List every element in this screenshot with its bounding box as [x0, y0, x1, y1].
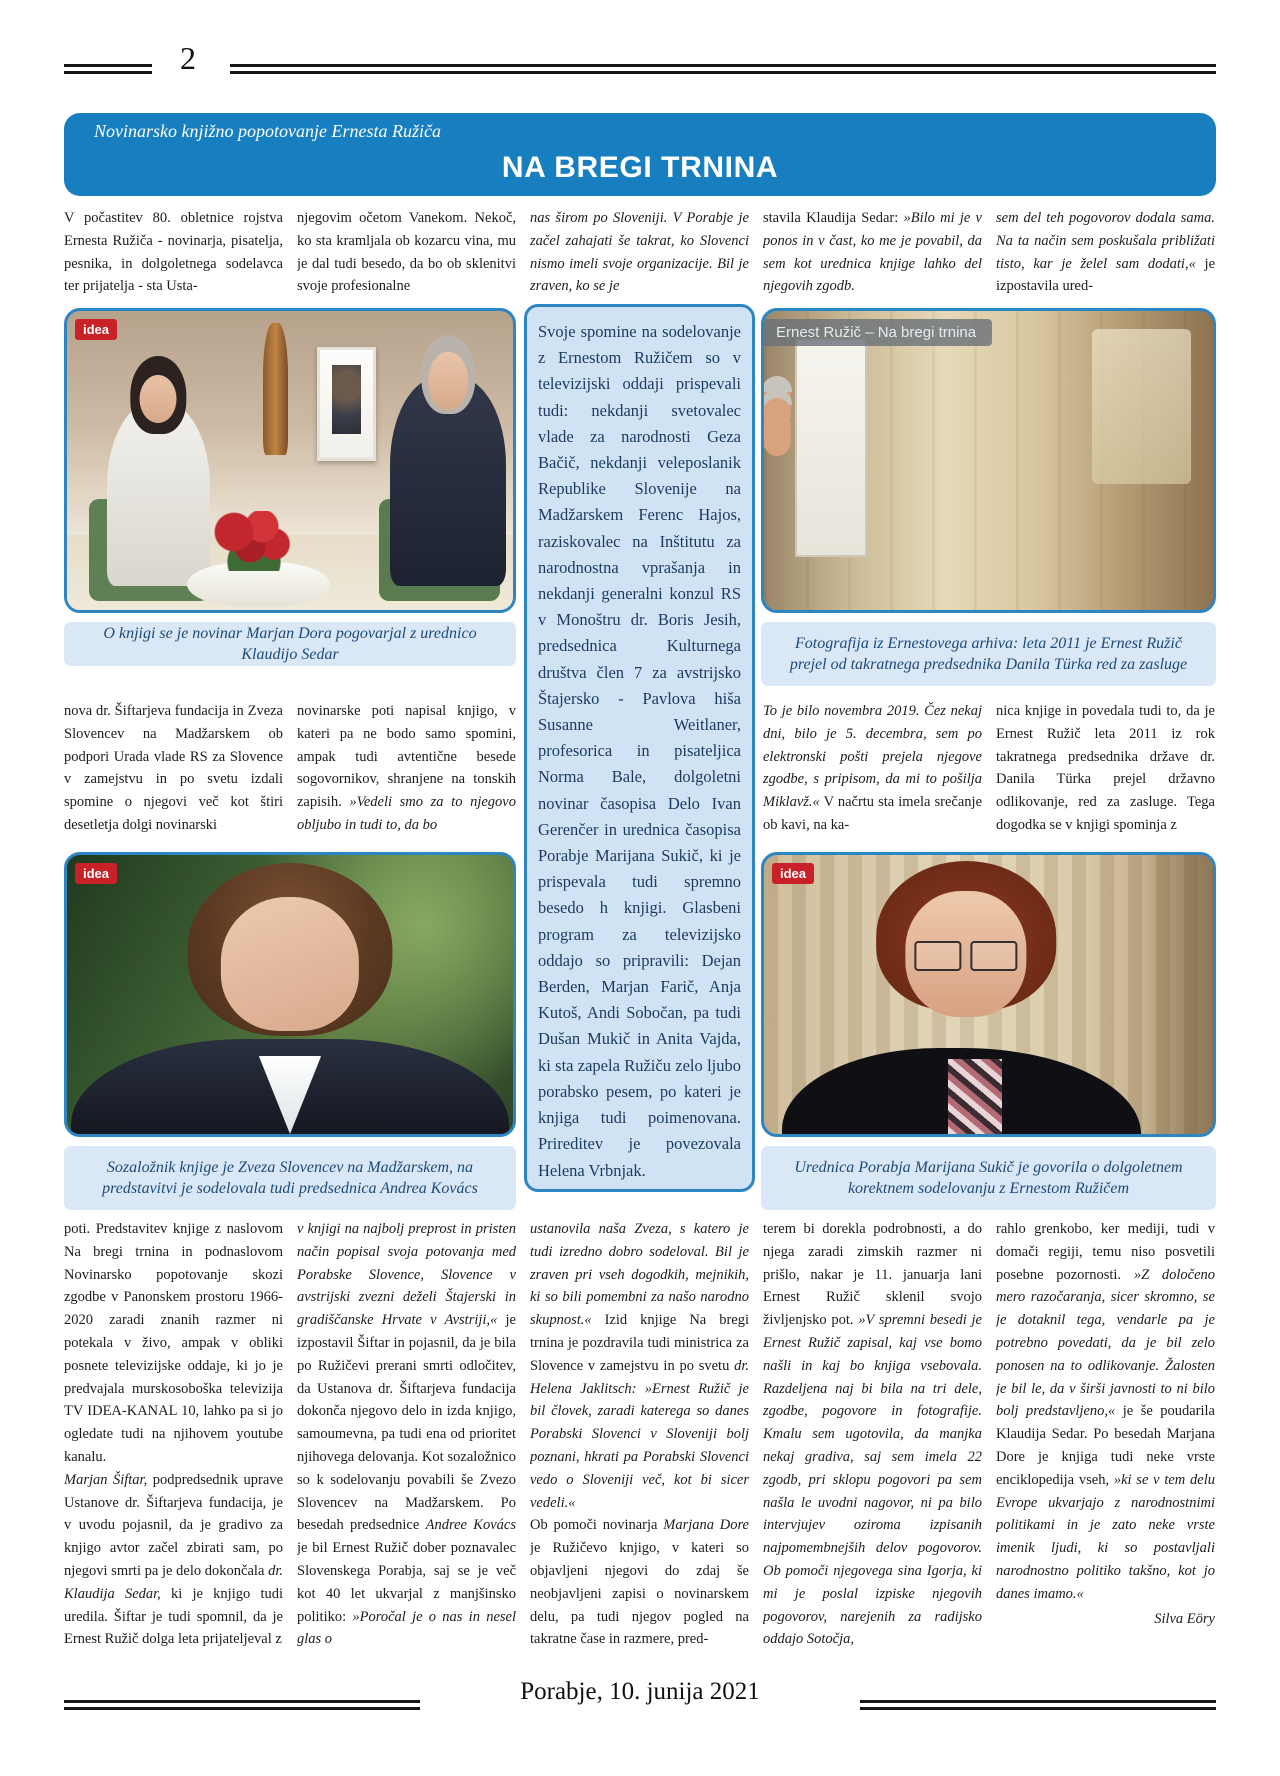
footer-rule-right: [860, 1700, 1216, 1710]
photo-caption-mid-left: Sozaložnik knjige je Zveza Slovencev na Madžarskem, na predstavitvi je sodelovala tudi predsednica Andrea Kovács: [64, 1146, 516, 1210]
idea-tv-logo: idea: [75, 319, 117, 340]
mid-col-1: nova dr. Šiftarjeva fundacija in Zveza Slovencev na Madžarskem ob podpori Urada vlade RS za Slovence v zamejstvu in po svetu izdali spomine o njegovi več kot štiri desetletja dolgi novinarski: [64, 703, 283, 833]
portrait-face: [221, 897, 359, 1031]
group-of-people: [777, 383, 1204, 610]
article-kicker: Novinarsko knjižno popotovanje Ernesta Ružiča: [94, 121, 441, 141]
interviewer-figure: [107, 401, 210, 586]
bottom-col-3: ustanovila naša Zveza, s katero je tudi izredno dobro sodeloval. Bil je zraven pri vseh dogodkih, mejnikih, ki so bili pomembni za našo narodno skupnost.« Izid knjige Na bregi trnina je pozdravila tudi ministrica za Slovence v zamejstvu in po svetu dr. Helena Jaklitsch: »Ernest Ružič je bil človek, zaradi katerega so danes Porabski Slovenci v Sloveniji bolj poznani, hkrati pa Porabski Slovenci vedo o Sloveniji več, kot bi sicer vedeli.« Ob pomoči novinarja Marjana Dore je Ružičevo knjigo, v kateri so objavljeni njegovi do zdaj še neobjavljeni zapisi o novinarskem delu, pa tudi njegov pogled na takratne čase in razmere, pred-: [530, 1221, 749, 1648]
bottom-col-1: poti. Predstavitev knjige z naslovom Na bregi trnina in podnaslovom Novinarsko popotovanje skozi zgodbe v Panonskem prostoru 1966-2020 zaradi znanih razmer ni potekala v živo, ampak v obliki posnete televizijske oddaje, ki jo je predvajala murskosoboška televizija TV IDEA-KANAL 10, lahko pa si jo ogledate tudi na njihovem youtube kanalu. Marjan Šiftar, podpredsednik uprave Ustanove dr. Šiftarjeva fundacija, je v uvodu pojasnil, da je gradivo za knjigo avtor začel zbirati sam, po njegovi smrti pa je delo dokončala dr. Klaudija Sedar, ki je knjigo tudi uredila. Šiftar je tudi spomnil, da je Ernest Ružič dolga leta prijateljeval z: [64, 1221, 283, 1648]
byline: Silva Eöry: [1154, 1610, 1215, 1627]
article-header-banner: [64, 113, 1216, 196]
idea-tv-logo: idea: [772, 863, 814, 884]
footer-date: Porabje, 10. junija 2021: [520, 1678, 760, 1705]
mid-col-4: To je bilo novembra 2019. Čez nekaj dni, bilo je 5. decembra, sem po elektronski pošti prejela njegove zgodbe, s pripisom, da mi to pošilja Miklavž.« V načrtu sta imela srečanje ob kavi, na ka-: [763, 703, 982, 833]
photo-top-left-interview: [64, 308, 516, 613]
intro-col-2: njegovim očetom Vanekom. Nekoč, ko sta kramljala ob kozarcu vina, mu je dal tudi besedo, da bo ob sklenitvi svoje profesionalne: [297, 210, 516, 295]
mid-col-2: novinarske poti napisal knjigo, v kateri pa ne bodo samo spomini, ampak tudi avtentične besede sogovornikov, shranjene na tonskih zapisih. »Vedeli smo za to njegovo obljubo in tudi to, da bo: [297, 703, 516, 833]
pagehead-rule-right: [230, 64, 1216, 74]
photo-mid-right-portrait: [761, 852, 1216, 1137]
bottom-col-5-text: rahlo grenkobo, ker mediji, tudi v domači regiji, temu niso posvetili posebne pozornosti. »Z določeno mero razočaranja, sicer skromno, se je dotaknil tega, vendarle pa je potrebno povedati, da je bil zelo ponosen na to odlikovanje. Žalosten je bil le, da v širši javnosti to ni bilo bolj predstavljeno,« je še poudarila Klaudija Sedar. Po besedah Marjana Dore je knjiga tudi neke vrste enciklopedija vseh, »ki se v tem delu Evrope ukvarjajo z narodnostnimi politikami in je zato neke vrste imenik ljudi, ki so postavljali narodnostno politiko takšno, kot jo danes imamo.«: [996, 1221, 1215, 1602]
intro-col-1: V počastitev 80. obletnice rojstva Ernesta Ružiča - novinarja, pisatelja, pesnika, in dolgoletnega sodelavca ter prijatelja - sta Usta-: [64, 210, 283, 295]
tv-show-infobox: Svoje spomine na sodelovanje z Ernestom Ružičem so v televizijski oddaji prispevali tudi: nekdanji svetovalec vlade za narodnosti Geza Bačič, nekdanji veleposlanik Republike Slovenije na Madžarskem Ferenc Hajos, raziskovalec na Inštitutu za narodnostna vprašanja in nekdanji generalni konzul RS v Monoštru dr. Boris Jesih, predsednica Kulturnega društva člen 7 za avstrijsko Štajersko - Pavlova hiša Susanne Weitlaner, profesorica in pisateljica Norma Bale, dolgoletni novinar časopisa Delo Ivan Gerenčer in urednica časopisa Porabje Marijana Sukič, ki je prispevala tudi spremno besedo h knjigi. Glasbeni program za televizijsko oddajo so pripravili: Dejan Berden, Marjan Farič, Anja Kutoš, Andi Sobočan, pa tudi Dušan Mukič in Anita Vajda, ki sta zapela Ružiču zelo ljubo porabsko pesem, po kateri je knjiga tudi poimenovana. Prireditev je povezovala Helena Vrbnjak.: [524, 304, 755, 1192]
photo-caption-mid-right: Urednica Porabja Marijana Sukič je govorila o dolgoletnem korektnem sodelovanju z Ernestom Ružičem: [761, 1146, 1216, 1210]
portrait-scarf: [948, 1059, 1002, 1134]
photo-top-right-group: [761, 308, 1216, 613]
pagehead-rule-left: [64, 64, 152, 74]
photo-caption-top-left: O knjigi se je novinar Marjan Dora pogovarjal z urednico Klaudijo Sedar: [64, 622, 516, 666]
wooden-sculpture: [263, 323, 288, 455]
photo-overlay-caption: Ernest Ružič – Na bregi trnina: [764, 319, 992, 346]
intro-col-5: sem del teh pogovorov dodala sama. Na ta način sem poskušala približati tisto, kar je želel sam dodati,« je izpostavila ured-: [996, 210, 1215, 295]
bottom-col-5: [996, 1218, 1215, 1692]
photo-mid-left-portrait: [64, 852, 516, 1137]
intro-col-4: stavila Klaudija Sedar: »Bilo mi je v ponos in v čast, ko me je povabil, da sem kot urednica knjige lahko del njegovih zgodb.: [763, 210, 982, 295]
glasses: [914, 941, 1017, 966]
photo-caption-top-right: Fotografija iz Ernestovega arhiva: leta 2011 je Ernest Ružič prejel od takratnega predsednika Danila Türka red za zasluge: [761, 622, 1216, 686]
bottom-col-4: terem bi dorekla podrobnosti, a do njega zaradi zimskih razmer ni prišlo, nakar je 11. januarja lani Ernest Ružič sklenil svojo življenjsko pot. »V spremni besedi je Ernest Ružič zapisal, kaj vse bomo našli in kaj bo knjiga vsebovala. Razdeljena naj bi bila na tri dele, zgodbe, pogovore in fotografije. Kmalu sem ugotovila, da manjka nekaj gradiva, saj sem imela 22 zgodb, pri sklopu pogovori pa sem našla le uvodni nagovor, ni pa bilo intervjujev oziroma izpisanih najpomembnejših delov pogovorov. Ob pomoči njegovega sina Igorja, ki mi je poslal izpiske njegovih pogovorov, narejenih za radijsko oddajo Sotočja,: [763, 1221, 982, 1648]
bottom-col-2: v knjigi na najbolj preprost in pristen način popisal svoja potovanja med Porabske Slovence, Slovence v avstrijski zvezni deželi Štajerski in gradiščanske Hrvate v Avstriji,« je izpostavil Šiftar in pojasnil, da je bila po Ružičevi prerani smrti odločitev, da Ustanova dr. Šiftarjeva fundacija dokonča njegovo delo in izda knjigo, samoumevna, pa tudi ena od prioritet njihovega delovanja. Kot sozaložnico so k sodelovanju povabili še Zvezo Slovencev na Madžarskem. Po besedah predsednice Andree Kovács je bil Ernest Ružič dober poznavalec Slovenskega Porabja, saj se je več kot 40 let ukvarjal z manjšinsko politiko: »Poročal je o nas in nesel glas o: [297, 1221, 516, 1648]
curtain-shadow: [1141, 855, 1213, 1134]
idea-tv-logo: idea: [75, 863, 117, 884]
page-number: 2: [180, 40, 196, 76]
article-title: NA BREGI TRNINA: [501, 151, 779, 184]
guest-figure: [390, 377, 506, 586]
framed-portrait: [317, 347, 377, 461]
intro-col-3: nas širom po Sloveniji. V Porabje je začel zahajati še takrat, ko Slovenci nismo imeli svoje organizacije. Bil je zraven, ko se je: [530, 210, 749, 295]
mid-col-5: nica knjige in povedala tudi to, da je Ernest Ružič leta 2011 iz rok takratnega predsednika države dr. Danila Türka prejel državno odlikovanje, red za zasluge. Tega dogodka se v knjigi spominja z: [996, 703, 1215, 833]
flower-bouquet: [214, 511, 294, 571]
